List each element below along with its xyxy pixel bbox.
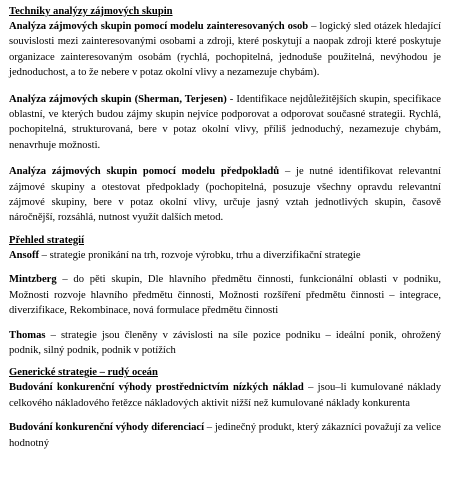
section-generic-strategies xyxy=(9,367,451,451)
section-heading: Přehled strategií xyxy=(9,234,85,246)
paragraph-mintzberg xyxy=(9,272,441,318)
paragraph-thomas xyxy=(9,328,441,359)
paragraph-differentiation xyxy=(9,420,441,451)
paragraph-assumption-model xyxy=(9,164,441,226)
paragraph-term: Analýza zájmových skupin (Sherman, Terjesen) xyxy=(9,93,227,105)
paragraph-text: – logický sled otázek hledající souvislosti mezi zainteresovanými osobami a zdroji, které poskytují a naopak zdroji které poskytuje organizace zainteresovaným osobám (rychlá, pochopitelná, jednoduše použitelná, nevýhodou je jednoduchost, a to že nebere v potaz okolní vlivy a nezamezuje chybám). xyxy=(9,21,442,79)
paragraph-text: - Identifikace nejdůležitějších skupin, specifikace oblastní, ve kterých budou zájmy skupin nejvíce podporovat a odporovat současné strategii. Rychlá, pochopitelná, strukturovaná, bere v potaz okolní vlivy, příliš jednoduchý, nezamezuje chybám, nenavrhuje možnosti. xyxy=(9,93,441,151)
section-heading: Techniky analýzy zájmových skupin xyxy=(9,6,173,17)
section-strategy-overview xyxy=(9,235,451,358)
paragraph-term: Thomas xyxy=(9,329,46,341)
paragraph-term: Ansoff xyxy=(9,249,40,261)
paragraph-term: Budování konkurenční výhody diferenciací xyxy=(9,422,205,434)
paragraph-text: – strategie pronikání na trh, rozvoje výrobku, trhu a diverzifikační strategie xyxy=(39,249,361,261)
paragraph-text: – jsou–li kumulované náklady celkového nákladového řetězce nákladových aktivit nižší než kumulované náklady konkurenta xyxy=(9,382,441,409)
paragraph-term: Analýza zájmových skupin pomocí modelu předpokladů xyxy=(9,166,280,178)
paragraph-stakeholder-model xyxy=(9,19,441,81)
paragraph-term: Analýza zájmových skupin pomocí modelu zainteresovaných osob xyxy=(9,21,309,32)
paragraph-ansoff xyxy=(9,248,441,263)
paragraph-text: – je nutné identifikovat relevantní zájmové skupiny a otestovat předpoklady (pochopitelná, posuzuje všechny opravdu relevantní zájmové skupiny, bere v potaz okolní vlivy, určuje jasný vztah jednotlivých skupin, časově náročnější, rozsáhlá, nutnost využít dalších metod. xyxy=(9,166,441,224)
section-heading: Generické strategie – rudý oceán xyxy=(9,367,158,379)
section-stakeholder-analysis xyxy=(9,6,451,226)
paragraph-text: – strategie jsou členěny v závislosti na síle pozice podniku – ideální ponik, ohrožený podnik, silný podnik, podnik v potížích xyxy=(9,329,441,356)
paragraph-term: Mintzberg xyxy=(9,274,57,286)
paragraph-low-cost xyxy=(9,380,441,411)
paragraph-sherman-terjesen xyxy=(9,92,441,154)
paragraph-text: – jedinečný produkt, který zákazníci považují za velice hodnotný xyxy=(9,422,441,449)
paragraph-text: – do pěti skupin, Dle hlavního předmětu činnosti, funkcionální oblasti v podniku, Možnosti rozvoje hlavního předmětu činnosti, Možnosti rozšíření předmětu činnosti – integrace, diverzifikace, Rekombinace, nová formulace předmětu činnosti xyxy=(9,274,441,317)
paragraph-term: Budování konkurenční výhody prostřednictvím nízkých náklad xyxy=(9,382,304,394)
